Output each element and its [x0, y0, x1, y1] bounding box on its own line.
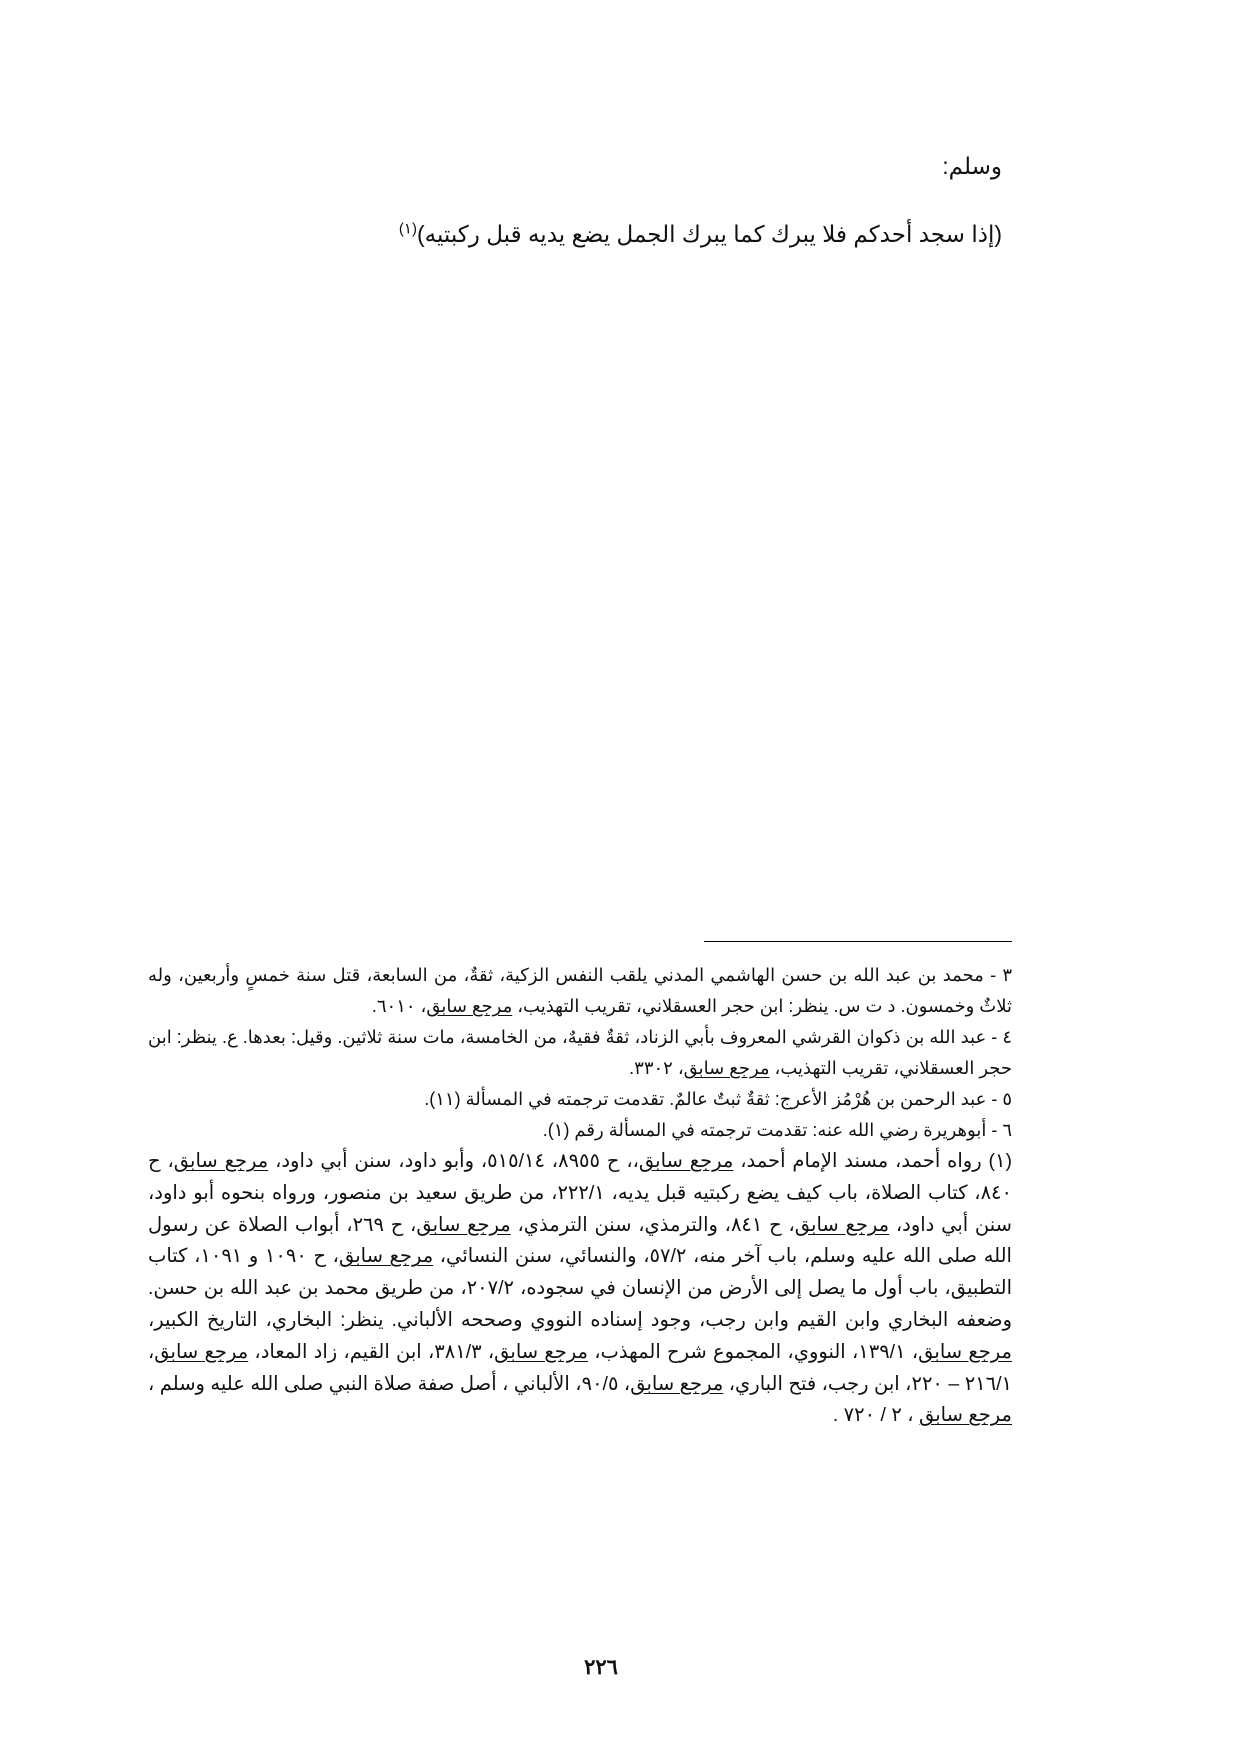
intro-text — [152, 150, 1002, 182]
footnote-1-text: (١) رواه أحمد، مسند الإمام أحمد، — [733, 1150, 1012, 1172]
reference-link: مرجع سابق — [426, 996, 513, 1016]
reference-link: مرجع سابق — [416, 1213, 511, 1236]
footnote-1-text: ، ح ٨٤٠، كتاب الصلاة، باب كيف يضع ركبتيه قبل يديه، ٢٢٢/١، من طريق سعيد بن منصور، ورواه بنحوه أبو داود، سنن أبي داود، — [148, 1150, 1012, 1236]
reference-link: مرجع سابق — [638, 1150, 734, 1172]
footnote-3-text: ٣ - محمد بن عبد الله بن حسن الهاشمي المدني يلقب النفس الزكية، ثقةٌ، من السابعة، قتل سنة خمسٍ وأربعين، وله ثلاثٌ وخمسون. د ت س. ينظر: ابن حجر العسقلاني، تقريب التهذيب، — [148, 965, 1012, 1016]
footnote-marker: (١) — [398, 220, 417, 238]
reference-link: مرجع سابق — [630, 1372, 724, 1395]
reference-link: مرجع سابق — [494, 1340, 589, 1363]
page-number: ٢٢٦ — [584, 1654, 618, 1679]
reference-link: مرجع سابق — [918, 1404, 1012, 1427]
intro-line: وسلم: — [942, 153, 1002, 179]
footnote-1-text: ، ٣٨١/٣، ابن القيم، زاد المعاد، — [248, 1340, 495, 1363]
reference-link: مرجع سابق — [338, 1245, 434, 1268]
reference-link: مرجع سابق — [918, 1340, 1012, 1363]
footnote-3-tail: ، ٦٠١٠. — [371, 996, 427, 1016]
footnote-separator — [704, 941, 1012, 942]
footnote-1-text: ، ٩٠/٥، الألباني ، أصل صفة صلاة النبي صلى الله عليه وسلم ، — [148, 1372, 631, 1395]
reference-link: مرجع سابق — [683, 1058, 770, 1078]
footnote-5: ٥ - عبد الرحمن بن هُرْمُز الأعرج: ثقةٌ ثبتٌ عالمٌ. تقدمت ترجمته في المسألة (١١). — [424, 1089, 1012, 1109]
hadith-text — [152, 218, 1002, 250]
footnote-1-text: ، ٢ / ٧٢٠ . — [832, 1404, 919, 1427]
footnote-1-text: ، ٢١٦/١ – ٢٢٠، ابن رجب، فتح الباري، — [148, 1340, 1013, 1395]
footnote-4 — [148, 1022, 1012, 1084]
footnote-3 — [148, 960, 1012, 1022]
footnote-1 — [148, 1146, 1012, 1432]
footnote-1-text: ، ١٣٩/١، النووي، المجموع شرح المهذب، — [588, 1340, 919, 1363]
footnote-1-text: ، ح ٢٦٩، أبواب الصلاة عن رسول الله صلى الله عليه وسلم، باب آخر منه، ٥٧/٢، والنسائي، سنن النسائي، — [148, 1213, 1012, 1268]
reference-link: مرجع سابق — [173, 1150, 269, 1172]
reference-link: مرجع سابق — [794, 1213, 890, 1236]
footnote-1-text: ، ح ٨٤١، والترمذي، سنن الترمذي، — [510, 1213, 795, 1236]
footnote-1-text: ، ح ١٠٩٠ و ١٠٩١، كتاب التطبيق، باب أول ما يصل إلى الأرض من الإنسان في سجوده، ٢٠٧/٢، من طريق محمد بن عبد الله بن حسن. وضعفه البخاري وابن القيم وابن رجب، وجود إسناده النووي وصححه الألباني. ينظر: البخاري، التاريخ الكبير، — [148, 1245, 1012, 1331]
footnote-4-tail: ، ٣٣٠٢. — [629, 1058, 684, 1078]
footnotes-section — [148, 960, 1012, 1432]
footnote-6: ٦ - أبوهريرة رضي الله عنه: تقدمت ترجمته في المسألة رقم (١). — [542, 1120, 1012, 1140]
footnote-4-text: ٤ - عبد الله بن ذكوان القرشي المعروف بأبي الزناد، ثقةٌ فقيهٌ، من الخامسة، مات سنة ثلاثين. وقيل: بعدها. ع. ينظر: ابن حجر العسقلاني، تقريب التهذيب، — [148, 1027, 1012, 1078]
footnote-1-text: ،، ح ٨٩٥٥، ٥١٥/١٤، وأبو داود، سنن أبي داود، — [268, 1150, 639, 1172]
reference-link: مرجع سابق — [154, 1340, 249, 1363]
hadith-quote: (إذا سجد أحدكم فلا يبرك كما يبرك الجمل يضع يديه قبل ركبتيه) — [416, 221, 1002, 247]
